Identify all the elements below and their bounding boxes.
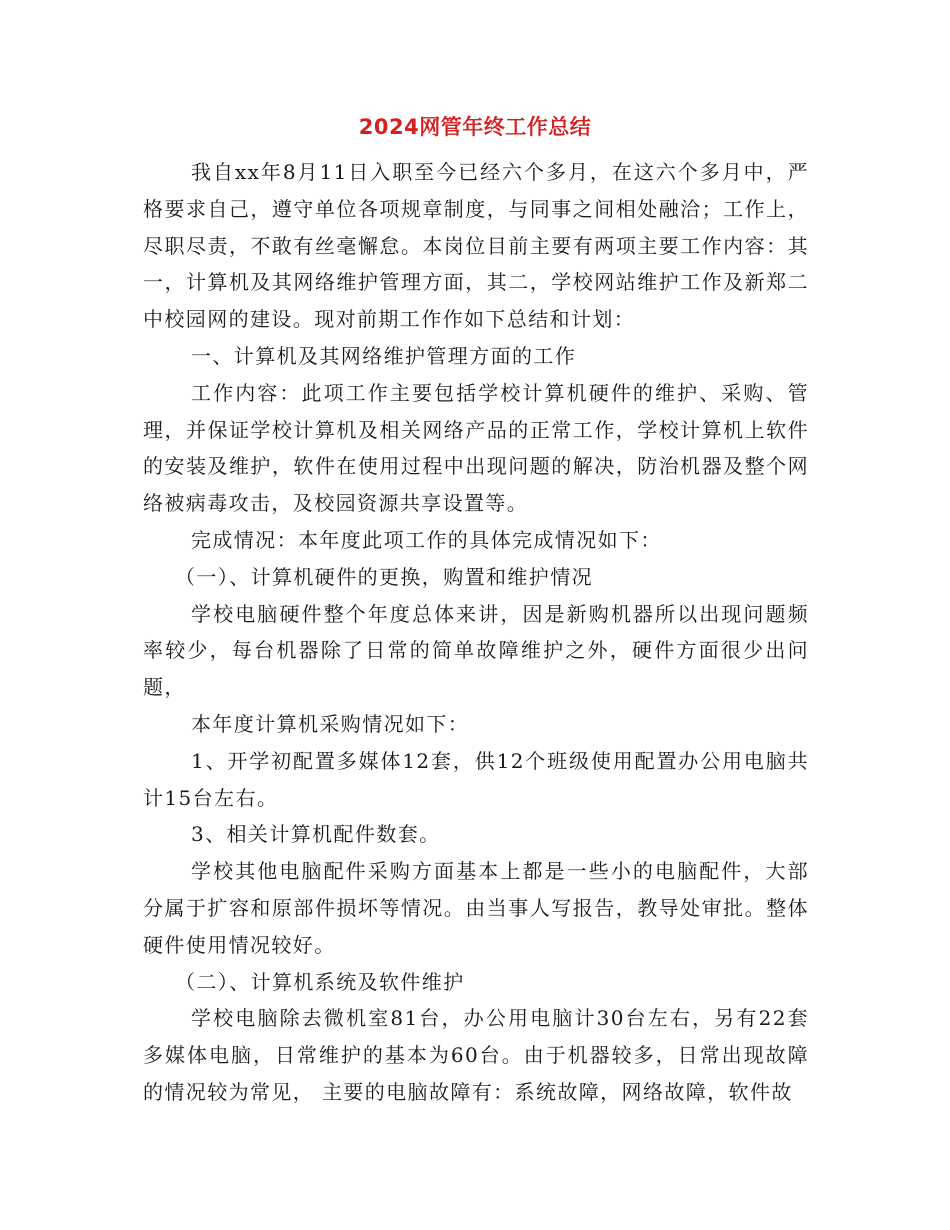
- document-title: 2024网管年终工作总结: [358, 115, 592, 139]
- software-maintenance-paragraph: 学校电脑除去微机室81台，办公用电脑计30台左右，另有22套多媒体电脑，日常维护的基本为60台。由于机器较多，日常出现故障的情况较为常见， 主要的电脑故障有：系统故障，网络故障，软件故: [143, 1006, 809, 1104]
- procurement-item-1: 1、开学初配置多媒体12套，供12个班级使用配置办公用电脑共计15台左右。: [143, 748, 809, 810]
- intro-paragraph: 我自xx年8月11日入职至今已经六个多月，在这六个多月中，严格要求自己，遵守单位各项规章制度，与同事之间相处融洽；工作上，尽职尽责，不敢有丝毫懈怠。本岗位目前主要有两项主要工作内容：其一，计算机及其网络维护管理方面，其二，学校网站维护工作及新郑二中校园网的建设。现对前期工作作如下总结和计划：: [143, 160, 809, 332]
- section-heading-network-maintenance: 一、计算机及其网络维护管理方面的工作: [191, 343, 577, 368]
- subsection-heading-software: （二）、计算机系统及软件维护: [175, 969, 465, 994]
- document-body: [143, 154, 809, 1111]
- procurement-item-3: 3、相关计算机配件数套。: [191, 822, 441, 847]
- procurement-intro-paragraph: 本年度计算机采购情况如下：: [191, 711, 470, 736]
- work-content-paragraph: 工作内容：此项工作主要包括学校计算机硬件的维护、采购、管理，并保证学校计算机及相关网络产品的正常工作，学校计算机上软件的安装及维护，软件在使用过程中出现问题的解决，防治机器及整个网络被病毒攻击，及校园资源共享设置等。: [143, 380, 809, 516]
- completion-status-paragraph: 完成情况：本年度此项工作的具体完成情况如下：: [191, 527, 662, 552]
- parts-procurement-paragraph: 学校其他电脑配件采购方面基本上都是一些小的电脑配件，大部分属于扩容和原部件损坏等情况。由当事人写报告，教导处审批。整体硬件使用情况较好。: [143, 859, 809, 957]
- subsection-heading-hardware: （一）、计算机硬件的更换，购置和维护情况: [175, 564, 593, 589]
- hardware-paragraph: 学校电脑硬件整个年度总体来讲，因是新购机器所以出现问题频率较少，每台机器除了日常的简单故障维护之外，硬件方面很少出问题，: [143, 601, 809, 700]
